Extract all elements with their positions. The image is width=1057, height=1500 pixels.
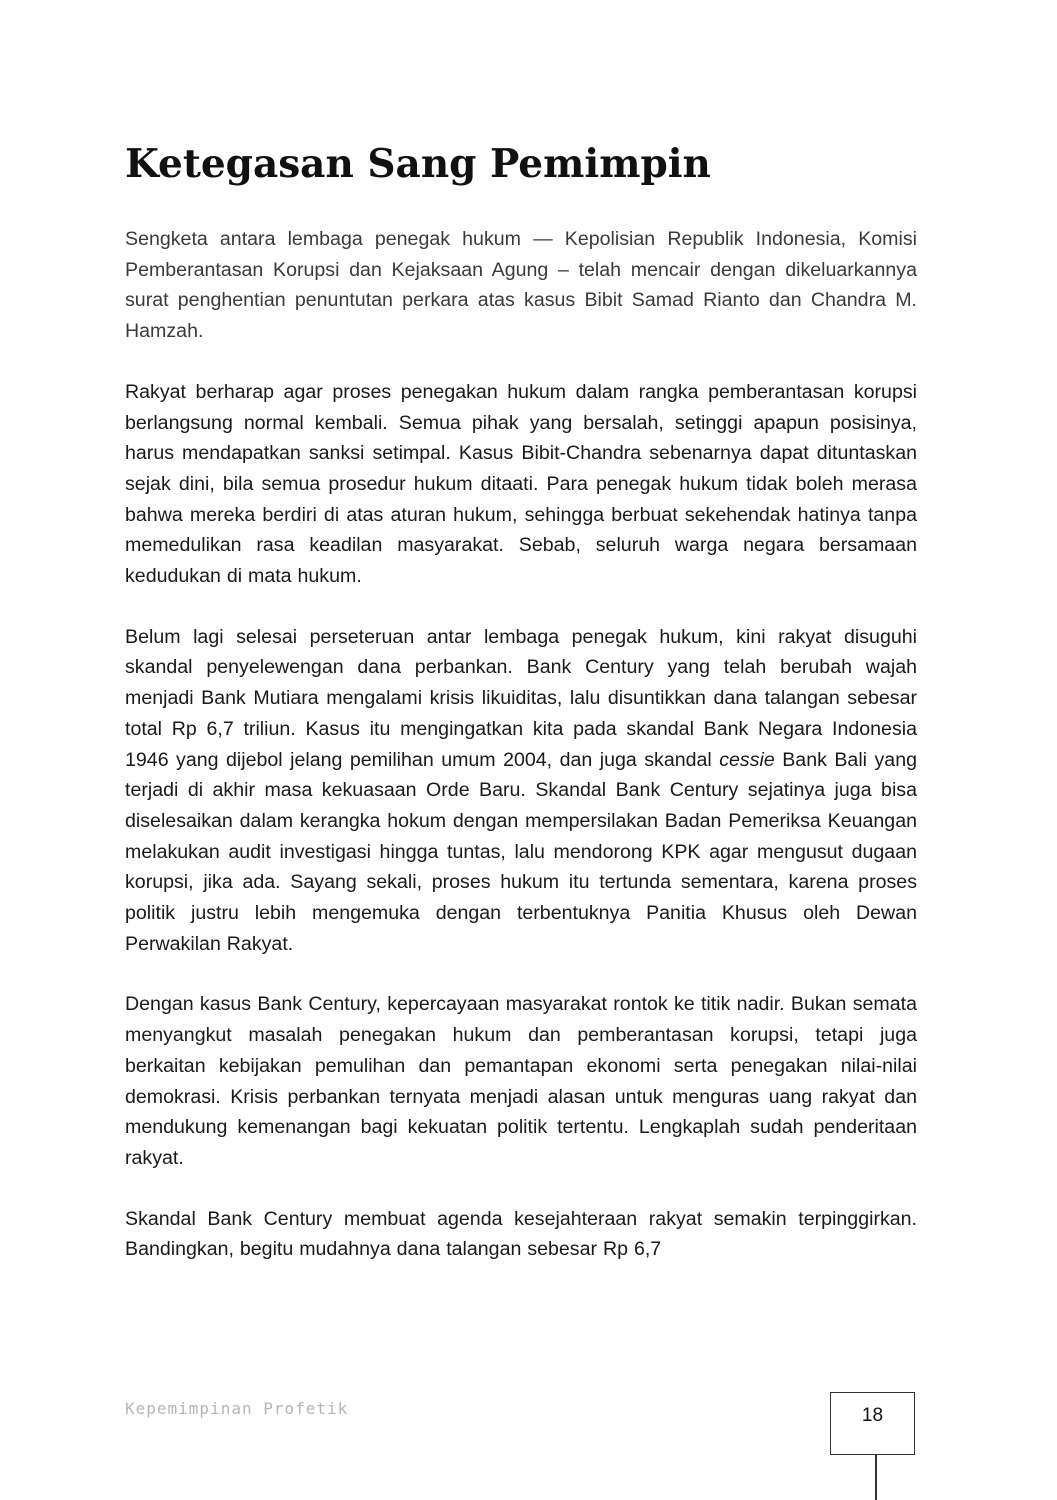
paragraph-5-text: Skandal Bank Century membuat agenda kesejahteraan rakyat semakin terpinggirkan. Bandingkan, begitu mudahnya dana talangan sebesar Rp 6,7 [125,1207,917,1261]
footer-book-title: Kepemimpinan Profetik [125,1399,349,1418]
paragraph-4-text: Dengan kasus Bank Century, kepercayaan masyarakat rontok ke titik nadir. Bukan semata menyangkut masalah penegakan hukum dan pemberantasan korupsi, tetapi juga berkaitan kebijakan pemulihan dan pemantapan ekonomi serta penegakan nilai-nilai demokrasi. Krisis perbankan ternyata menjadi alasan untuk menguras uang rakyat dan mendukung kemenangan bagi kekuatan politik tertentu. Lengkaplah sudah penderitaan rakyat. [125,993,917,1169]
body-text [125,224,917,1295]
paragraph-4 [125,989,917,1173]
page-title: Ketegasan Sang Pemimpin [125,141,711,187]
paragraph-3-text-b: Bank Bali yang terjadi di akhir masa kekuasaan Orde Baru. Skandal Bank Century sejatinya juga bisa diselesaikan dalam kerangka hokum dengan mempersilakan Badan Pemeriksa Keuangan melakukan audit investigasi hingga tuntas, lalu mendorong KPK agar mengusut dugaan korupsi, jika ada. Sayang sekali, proses hukum itu tertunda sementara, karena proses politik justru lebih mengemuka dengan terbentuknya Panitia Khusus oleh Dewan Perwakilan Rakyat. [125,748,917,955]
paragraph-3-text-a: Belum lagi selesai perseteruan antar lembaga penegak hukum, kini rakyat disuguhi skandal penyelewengan dana perbankan. Bank Century yang telah berubah wajah menjadi Bank Mutiara mengalami krisis likuiditas, lalu disuntikkan dana talangan sebesar total Rp 6,7 triliun. Kasus itu mengingatkan kita pada skandal Bank Negara Indonesia 1946 yang dijebol jelang pemilihan umum 2004, dan juga skandal [125,625,917,771]
paragraph-1-text: Sengketa antara lembaga penegak hukum — Kepolisian Republik Indonesia, Komisi Pemberantasan Korupsi dan Kejaksaan Agung – telah mencair dengan dikeluarkannya surat penghentian penuntutan perkara atas kasus Bibit Samad Rianto dan Chandra M. Hamzah. [125,228,917,343]
paragraph-2-text: Rakyat berharap agar proses penegakan hukum dalam rangka pemberantasan korupsi berlangsung normal kembali. Semua pihak yang bersalah, setinggi apapun posisinya, harus mendapatkan sanksi setimpal. Kasus Bibit-Chandra sebenarnya dapat dituntaskan sejak dini, bila semua prosedur hukum ditaati. Para penegak hukum tidak boleh merasa bahwa mereka berdiri di atas aturan hukum, sehingga berbuat sekehendak hatinya tanpa memedulikan rasa keadilan masyarakat. Sebab, seluruh warga negara bersamaan kedudukan di mata hukum. [125,380,917,588]
paragraph-5 [125,1204,917,1265]
page-number-box [830,1392,915,1455]
paragraph-3-italic-term: cessie [719,748,775,771]
paragraph-1 [125,224,917,347]
page-number: 18 [861,1405,884,1426]
paragraph-3 [125,622,917,960]
paragraph-2 [125,377,917,592]
page-number-connector-line [875,1455,877,1500]
